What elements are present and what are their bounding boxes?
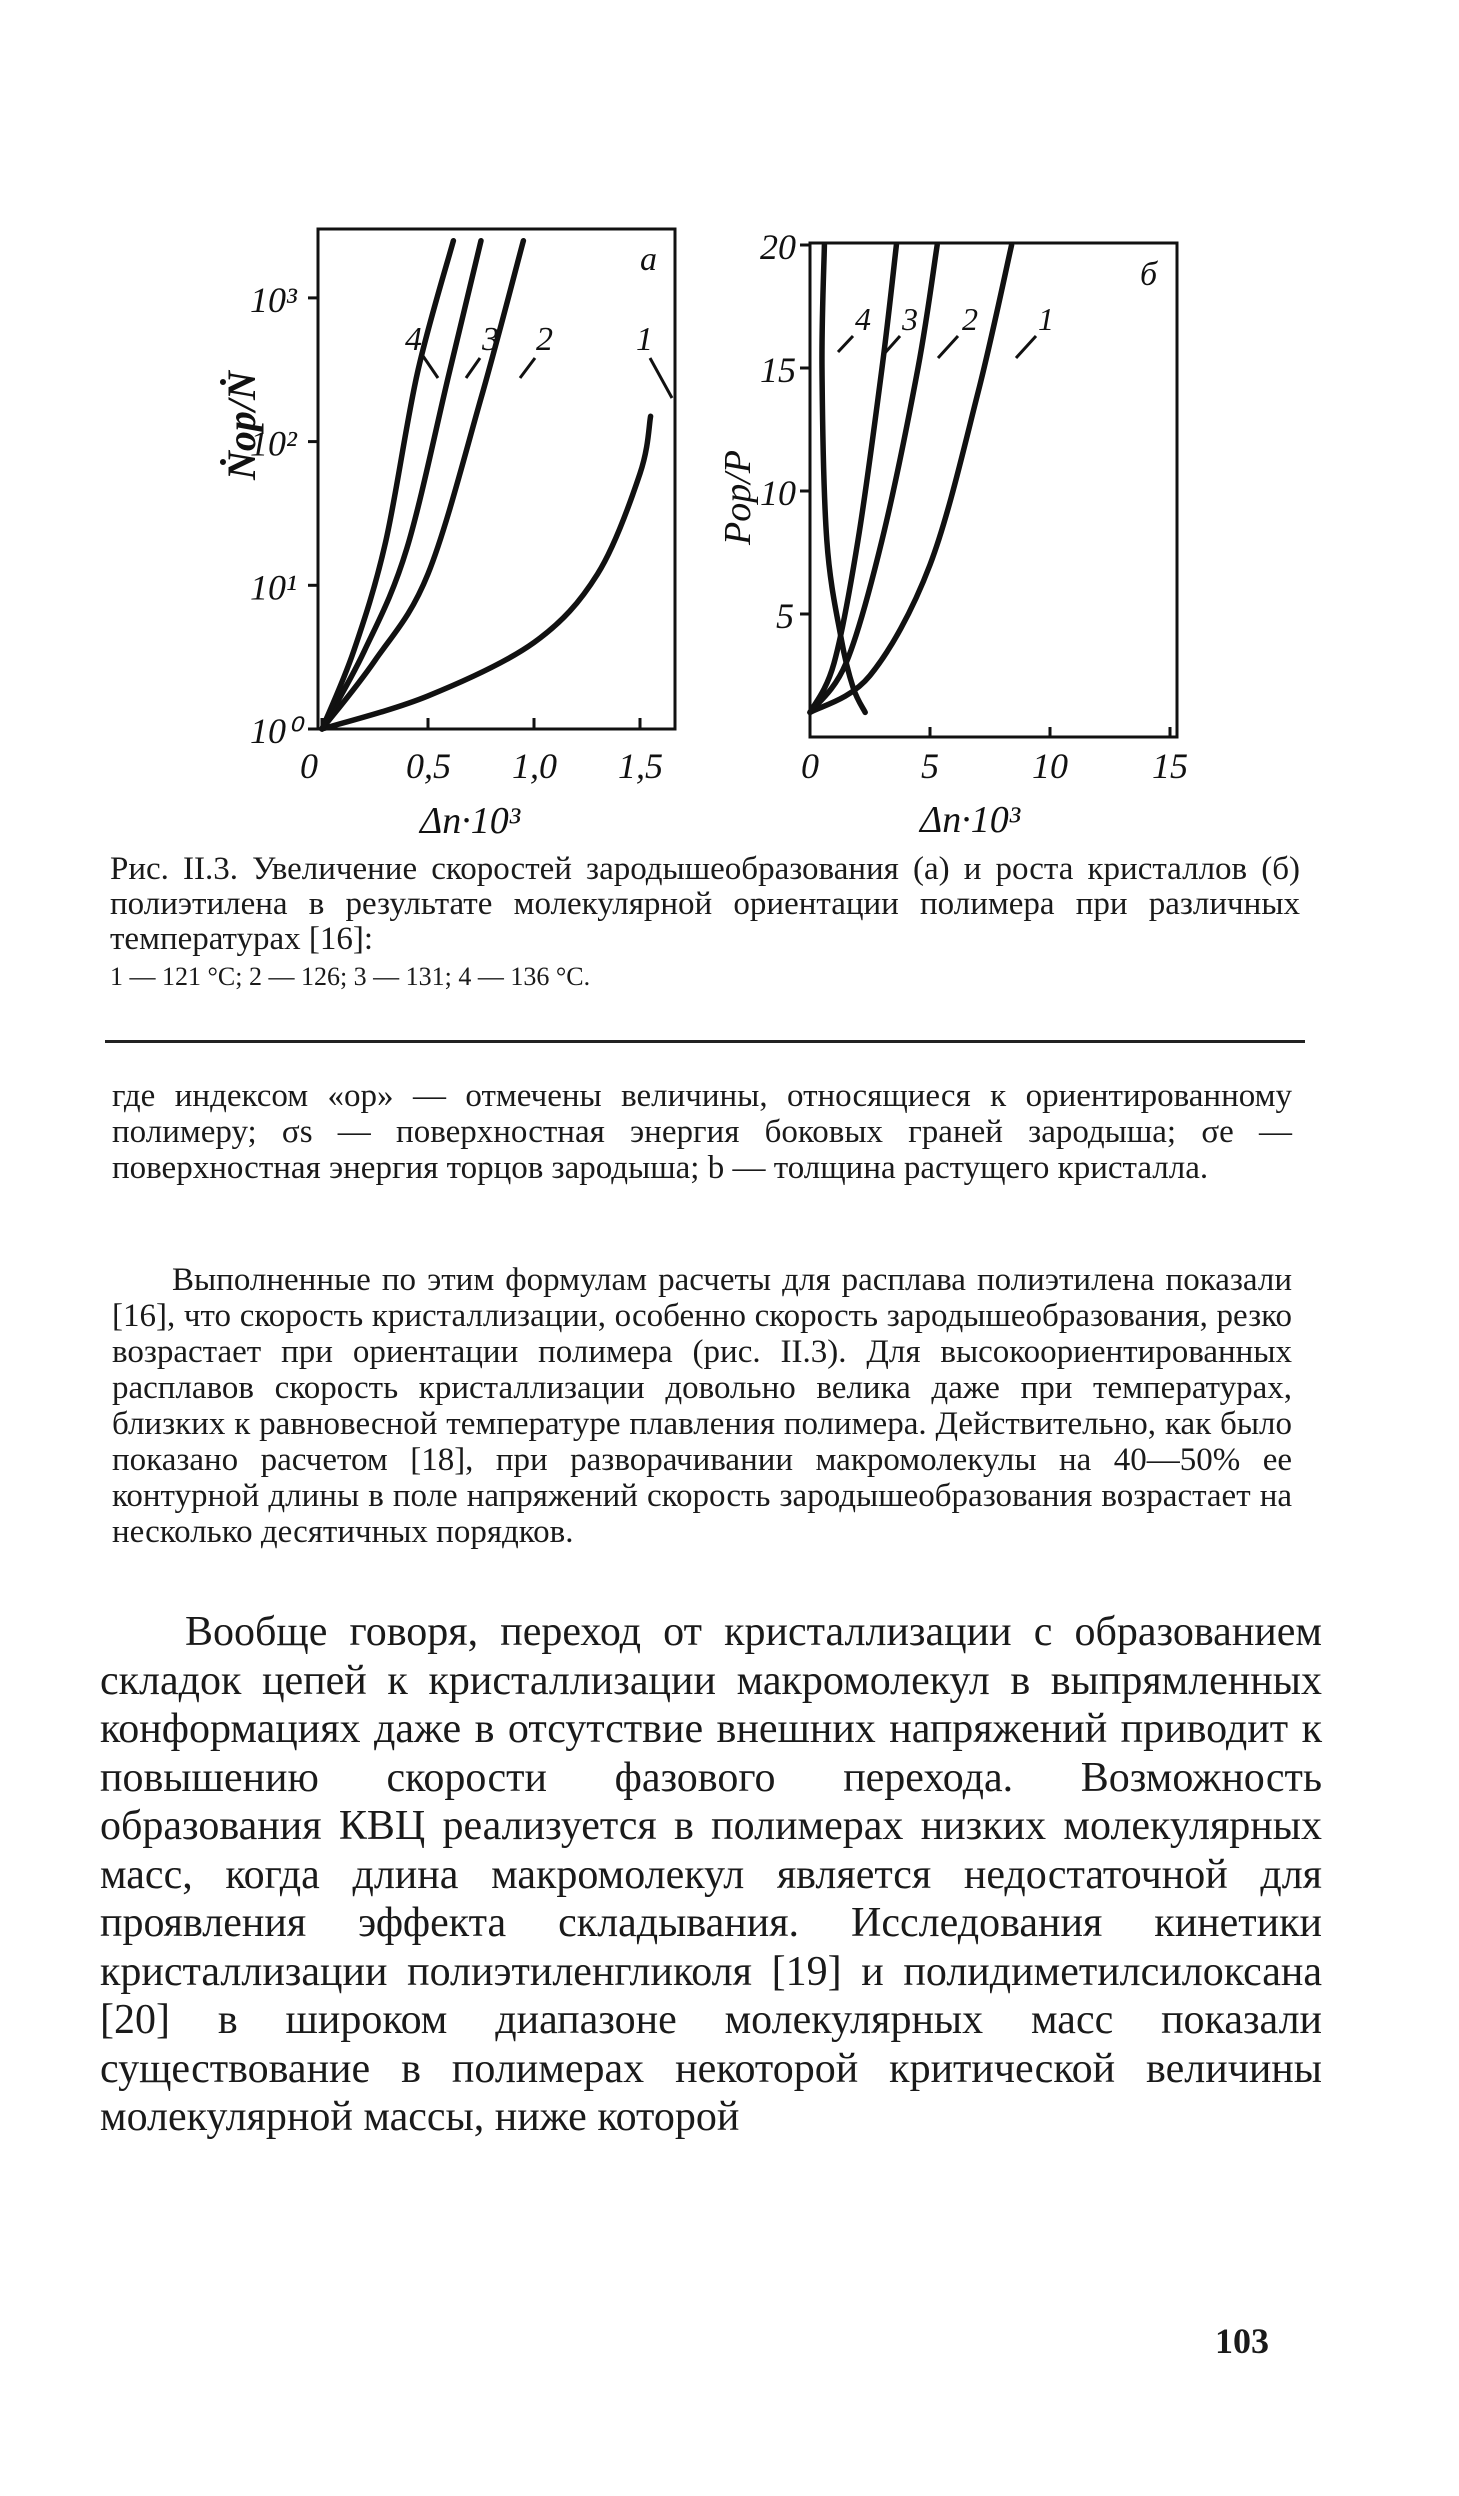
panel-a-series-4 (322, 241, 453, 729)
paragraph-calculations: Выполненные по этим формулам расчеты для расплава полиэтилена показали [16], что скорость кристаллизации, особенно скорость зародышеобразования, резко возрастает при ориентации полимера (рис. II.3). Для высокоориентированных расплавов скорость кристаллизации довольно велика даже при температурах, близких к равновесной температуре плавления полимера. Действительно, как было показано расчетом [18], при разворачивании макромолекулы на 40—50% ее контурной длины в поле напряжений скорость зародышеобразования возрастает на несколько десятичных порядков. (112, 1262, 1292, 1550)
divider (105, 1040, 1305, 1043)
panel-a-y-tick-label: 10³ (250, 279, 297, 320)
panel-a-x-tick-label: 1,0 (512, 746, 557, 786)
page-number: 103 (1215, 2321, 1269, 2361)
figure-caption (110, 852, 1300, 994)
panel-b-leader-4 (838, 336, 853, 352)
figure-ii-3 (0, 0, 1459, 880)
panel-b-leader-1 (1016, 336, 1036, 358)
panel-a-series-1 (322, 416, 651, 729)
panel-b-curve-label-3: 3 (902, 301, 918, 337)
panel-a-curve-label-2: 2 (536, 321, 553, 358)
panel-b-x-tick-label: 5 (921, 746, 939, 786)
panel-b-x-tick-label: 10 (1032, 746, 1068, 786)
panel-a-leader-4 (423, 356, 438, 378)
panel-a-label: а (640, 241, 657, 278)
panel-a (219, 229, 675, 842)
panel-a-frame (318, 229, 675, 729)
panel-b-curve-label-2: 2 (962, 301, 978, 337)
panel-b-label: б (1140, 256, 1158, 293)
panel-a-y-tick-label: 10² (250, 423, 297, 464)
paragraph-notation: где индексом «ор» — отмечены величины, относящиеся к ориентированному полимеру; σs — поверхностная энергия боковых граней зародыша; σe — поверхностная энергия торцов зародыша; b — толщина растущего кристалла. (112, 1078, 1292, 1186)
panel-a-curve-label-3: 3 (482, 321, 499, 358)
panel-b-curve-label-4: 4 (855, 301, 871, 337)
panel-b-curve-label-1: 1 (1038, 301, 1054, 337)
panel-b-y-tick-label: 20 (760, 227, 796, 267)
panel-a-y-tick-label: 10⁰ (250, 711, 301, 751)
panel-b-x-tick-label: 0 (801, 746, 819, 786)
panel-b-series-2 (810, 245, 937, 712)
panel-a-leader-3 (466, 358, 480, 378)
panel-b-leader-2 (938, 336, 958, 358)
panel-b-x-tick-label: 15 (1152, 746, 1188, 786)
panel-b (717, 227, 1188, 841)
caption-text: Рис. II.3. Увеличение скоростей зародышеобразования (а) и роста кристаллов (б) полиэтилена в результате молекулярной ориентации полимера при различных температурах [16]: (110, 851, 1300, 957)
paragraph-main: Вообще говоря, переход от кристаллизации с образованием складок цепей к кристаллизации макромолекул в выпрямленных конформациях даже в отсутствие внешних напряжений приводит к повышению скорости фазового перехода. Возможность образования КВЦ реализуется в полимерах низких молекулярных масс, когда длина макромолекул является недостаточной для проявления эффекта складывания. Исследования кинетики кристаллизации полиэтиленгликоля [19] и полидиметилсилоксана [20] в широком диапазоне молекулярных масс показали существование в полимерах некоторой критической величины молекулярной массы, ниже которой (100, 1609, 1322, 2140)
panel-a-x-tick-label: 1,5 (618, 746, 663, 786)
panel-a-x-axis-label: Δn·10³ (420, 800, 521, 842)
panel-a-curve-label-1: 1 (636, 321, 653, 358)
panel-b-y-axis-label: Pор/P (717, 450, 759, 545)
panel-b-y-tick-label: 5 (776, 596, 794, 636)
caption-legend: 1 — 121 °С; 2 — 126; 3 — 131; 4 — 136 °С. (110, 962, 591, 991)
panel-a-y-tick-label: 10¹ (250, 567, 297, 608)
panel-a-y-axis-label: Ṅор/Ṅ (219, 371, 264, 480)
panel-a-x-tick-label: 0,5 (406, 746, 451, 786)
panel-b-y-tick-label: 10 (760, 473, 796, 513)
panel-a-x-tick-label: 0 (300, 746, 318, 786)
panel-a-leader-2 (520, 358, 535, 378)
panel-a-leader-1 (650, 358, 672, 398)
panel-a-curve-label-4: 4 (405, 321, 422, 358)
panel-b-x-axis-label: Δn·10³ (920, 799, 1021, 841)
panel-b-y-tick-label: 15 (760, 350, 796, 390)
